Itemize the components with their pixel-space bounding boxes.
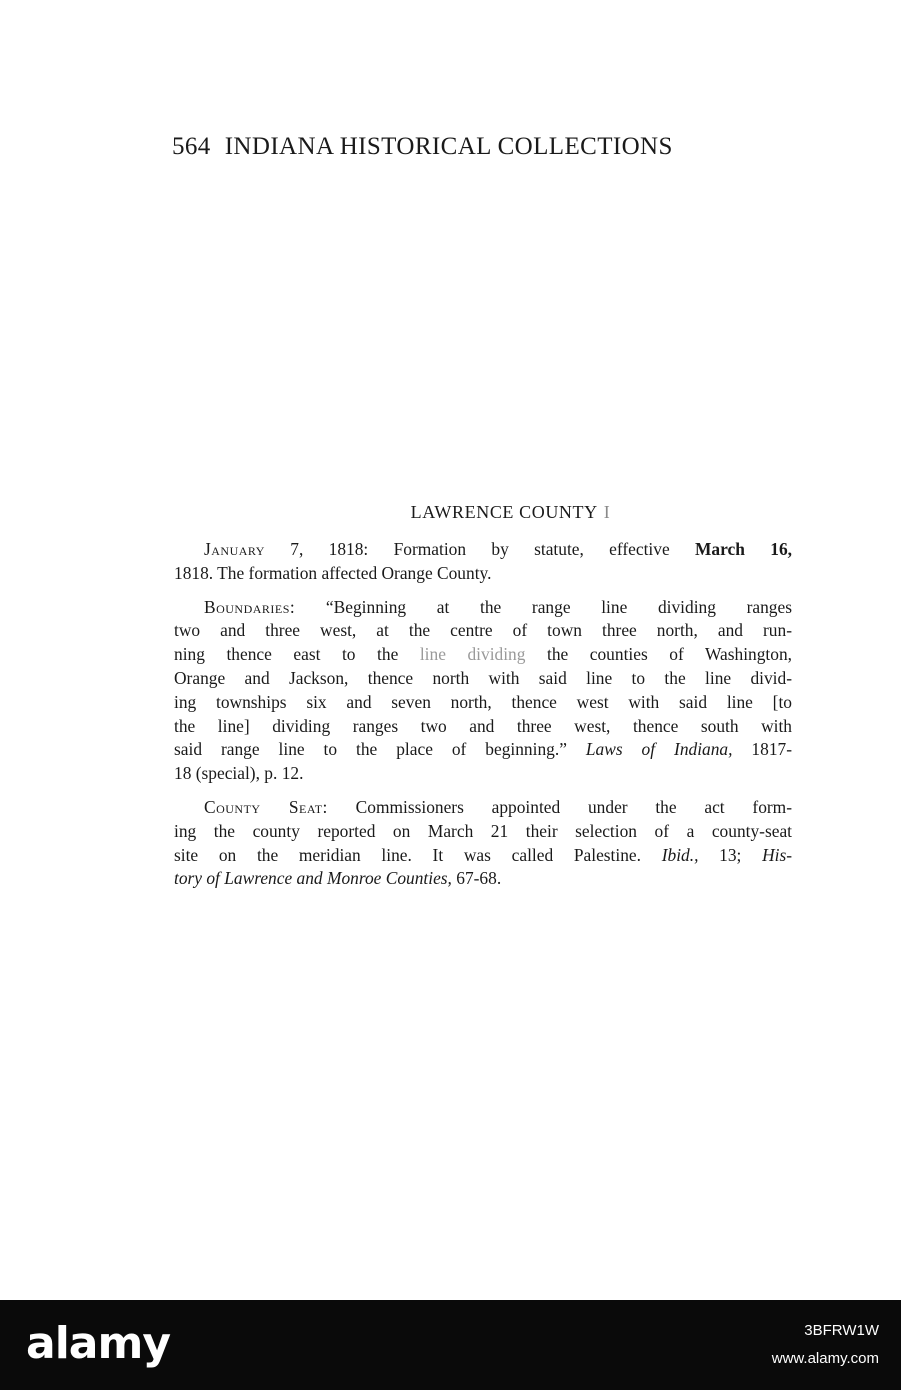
page-number: 564 <box>172 133 211 160</box>
watermark-url: www.alamy.com <box>771 1350 879 1367</box>
boundaries-line-5: ing townships six and seven north, thence west with said line [to <box>174 691 792 712</box>
county-seat-line-3 <box>174 844 792 868</box>
county-seat-text-3a: site on the meridian line. It was called Palestine. <box>174 844 662 865</box>
paragraph-county-seat <box>174 796 792 891</box>
boundaries-line-4: Orange and Jackson, thence north with said line to the line divid- <box>174 667 792 688</box>
section-title <box>0 502 901 523</box>
book-title: INDIANA HISTORICAL COLLECTIONS <box>224 133 673 160</box>
county-seat-text-1: Commissioners appointed under the act form- <box>327 796 792 817</box>
county-seat-history-title-start: His- <box>762 844 793 865</box>
formation-effective-date: March 16, <box>695 539 792 559</box>
watermark-footer <box>0 1300 901 1390</box>
county-seat-line-1 <box>174 796 792 820</box>
boundaries-line-2: two and three west, at the centre of town three north, and run- <box>174 620 792 641</box>
county-seat-ibid: Ibid., <box>661 844 699 865</box>
paragraph-boundaries <box>174 596 792 786</box>
county-seat-pages: 67-68. <box>451 868 502 889</box>
section-title-text: LAWRENCE COUNTY <box>410 502 598 522</box>
paragraph-formation <box>174 538 792 586</box>
boundaries-line-7 <box>174 738 792 762</box>
formation-line-2: 1818. The formation affected Orange County. <box>174 562 492 583</box>
county-seat-history-title-end: tory of Lawrence and Monroe Counties, <box>174 868 452 889</box>
boundaries-text-1: “Beginning at the range line dividing ranges <box>295 596 792 617</box>
formation-lead: January <box>204 539 265 559</box>
formation-text: Formation by statute, effective <box>368 539 696 559</box>
section-title-mark: I <box>603 502 611 522</box>
image-id: 3BFRW1W <box>804 1322 879 1339</box>
body-text <box>174 538 792 901</box>
boundaries-line-6: the line] dividing ranges two and three west, thence south with <box>174 715 792 736</box>
boundaries-lead: Boundaries: <box>204 596 296 617</box>
boundaries-line-1 <box>174 596 792 620</box>
boundaries-line-3 <box>174 643 792 667</box>
county-seat-line-4 <box>174 867 792 891</box>
formation-lead-date: 7, 1818: <box>264 539 369 559</box>
boundaries-text-3a: ning thence east to the <box>174 644 420 665</box>
boundaries-text-7b: 1817- <box>732 739 793 760</box>
county-seat-line-2: ing the county reported on March 21 their selection of a county-seat <box>174 820 792 841</box>
formation-line-1 <box>174 538 792 562</box>
boundaries-text-7a: said range line to the place of beginning.” <box>174 739 586 760</box>
boundaries-text-3b: the counties of Washington, <box>525 644 792 665</box>
county-seat-lead: County Seat: <box>204 796 328 817</box>
boundaries-faded-text: line dividing <box>419 644 526 665</box>
county-seat-text-3b: 13; <box>698 844 763 865</box>
alamy-logo: alamy <box>26 1318 170 1369</box>
running-head <box>172 133 673 161</box>
boundaries-line-8: 18 (special), p. 12. <box>174 763 304 784</box>
boundaries-citation-title: Laws of Indiana, <box>585 739 733 760</box>
